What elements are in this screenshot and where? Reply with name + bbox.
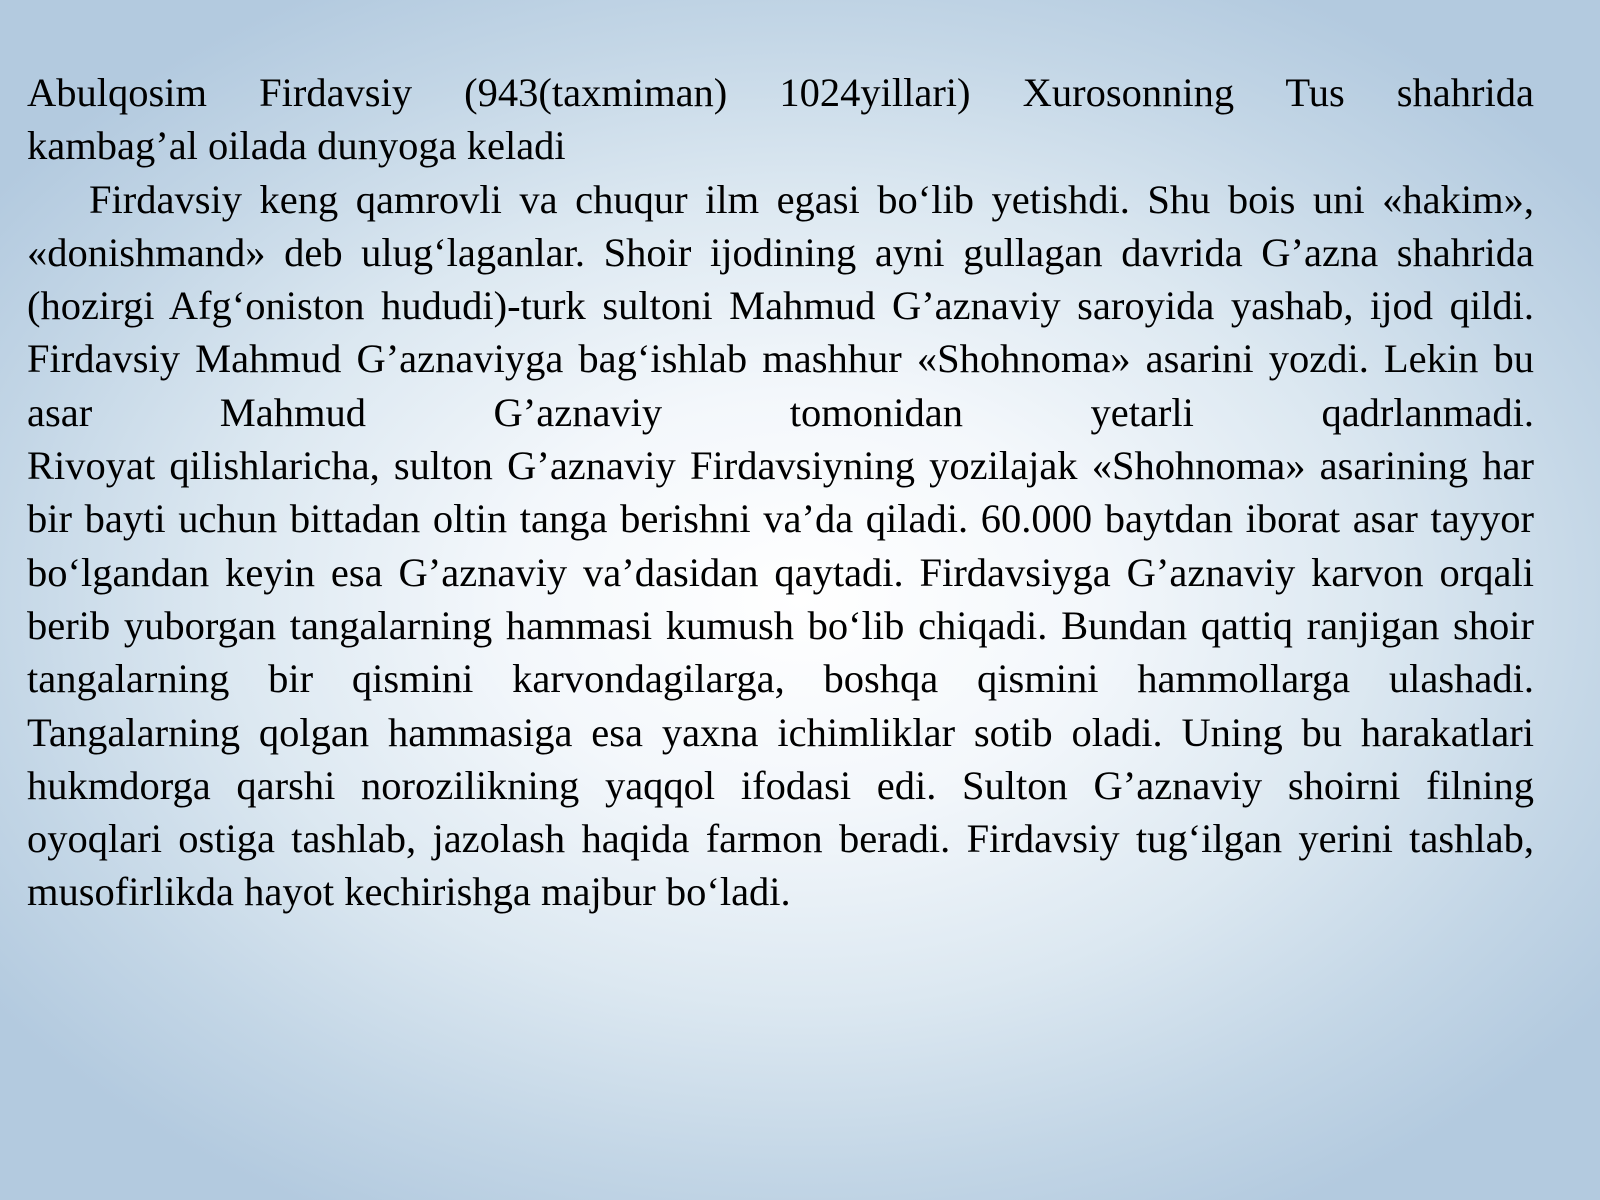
- paragraph-legend: Rivoyat qilishlaricha, sulton G’aznaviy Firdavsiyning yozilajak «Shohnoma» asarining har bir bayti uchun bittadan oltin tanga berishni va’da qiladi. 60.000 baytdan iborat asar tayyor bo‘lgandan keyin esa G’aznaviy va’dasidan qaytadi. Firdavsiyga G’aznaviy karvon orqali berib yuborgan tangalarning hammasi kumush bo‘lib chiqadi. Bundan qattiq ranjigan shoir tangalarning bir qismini karvondagilarga, boshqa qismini hammollarga ulashadi. Tangalarning qolgan hammasiga esa yaxna ichimliklar sotib oladi. Uning bu harakatlari hukmdorga qarshi norozilikning yaqqol ifodasi edi. Sulton G’aznaviy shoirni filning oyoqlari ostiga tashlab, jazolash haqida farmon beradi. Firdavsiy tug‘ilgan yerini tashlab, musofirlikda hayot kechirishga majbur bo‘ladi.: [27, 443, 1534, 915]
- intro-line-2: kambag’al oilada dunyoga keladi: [27, 123, 566, 169]
- paragraph-hakim: Firdavsiy keng qamrovli va chuqur ilm egasi bo‘lib yetishdi. Shu bois uni «hakim», «donishmand» deb ulug‘laganlar. Shoir ijodining ayni gullagan davrida G’azna shahrida (hozirgi Afg‘oniston hududi)-turk sultoni Mahmud G’aznaviy saroyida yashab, ijod qildi.: [27, 176, 1534, 329]
- slide-text-body: [27, 66, 1534, 919]
- paragraph-shohnoma: Firdavsiy Mahmud G’aznaviyga bag‘ishlab mashhur «Shohnoma» asarini yozdi. Lekin bu asar Mahmud G’aznaviy tomonidan yetarli qadrlanmadi.: [27, 336, 1534, 435]
- intro-line-1: Abulqosim Firdavsiy (943(taxmiman) 1024yillari) Xurosonning Tus shahrida: [27, 70, 1534, 115]
